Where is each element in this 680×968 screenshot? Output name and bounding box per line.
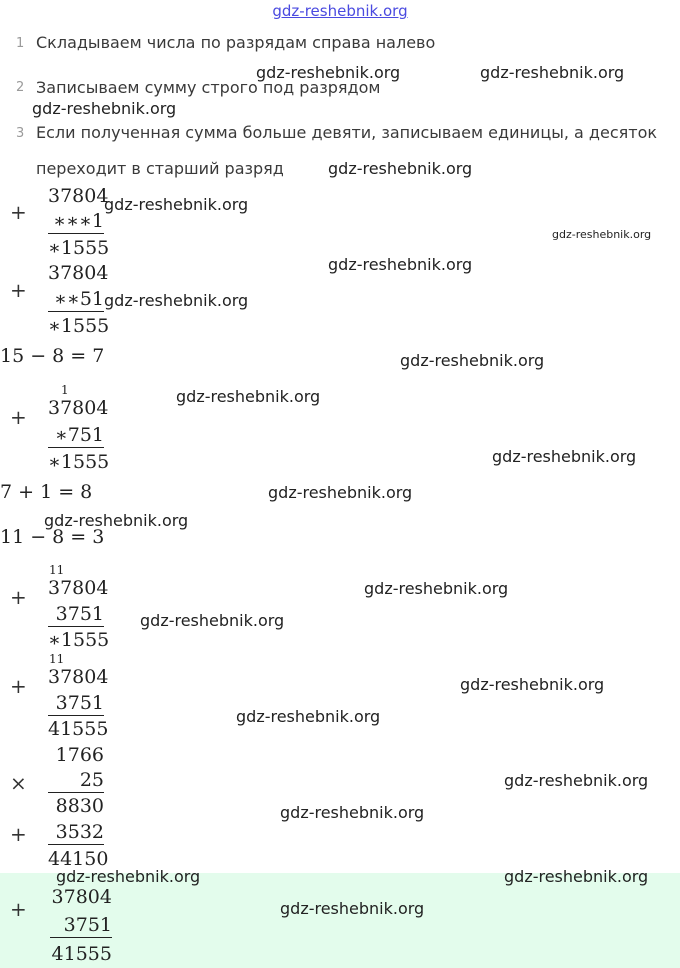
watermark: gdz-reshebnik.org [140, 611, 285, 630]
add4-mid: 3751 [48, 603, 104, 627]
plus-sign: + [10, 200, 27, 224]
add4-result: ∗1555 [48, 629, 110, 651]
carry-digit: 1 [61, 383, 69, 397]
watermark: gdz-reshebnik.org [104, 291, 249, 310]
add5-result: 41555 [48, 718, 109, 740]
mult-total: 44150 [48, 848, 109, 870]
watermark: gdz-reshebnik.org [328, 255, 473, 274]
mult-factor-a: 1766 [55, 744, 104, 766]
equation-3: 11 − 8 = 3 [0, 526, 105, 548]
add2-top: 37804 [48, 262, 109, 284]
site-header-link[interactable]: gdz-reshebnik.org [272, 2, 408, 20]
watermark: gdz-reshebnik.org [552, 228, 652, 241]
add2-mid: ∗∗51 [48, 288, 104, 312]
plus-sign: + [10, 674, 27, 698]
add1-result: ∗1555 [48, 237, 110, 259]
step-1-number: 1 [16, 36, 25, 51]
watermark: gdz-reshebnik.org [460, 675, 605, 694]
step-3-number: 3 [16, 126, 25, 141]
plus-sign: + [10, 278, 27, 302]
plus-sign: + [10, 405, 27, 429]
plus-sign: + [10, 822, 27, 846]
watermark: gdz-reshebnik.org [492, 447, 637, 466]
final-mid: 3751 [50, 914, 112, 938]
add3-top: 37804 [48, 397, 109, 419]
watermark: gdz-reshebnik.org [280, 899, 425, 918]
watermark: gdz-reshebnik.org [504, 867, 649, 886]
add4-top: 37804 [48, 577, 109, 599]
watermark: gdz-reshebnik.org [328, 159, 473, 178]
add3-mid: ∗751 [48, 424, 104, 448]
watermark: gdz-reshebnik.org [400, 351, 545, 370]
watermark: gdz-reshebnik.org [32, 99, 177, 118]
add1-mid: ∗∗∗1 [48, 210, 104, 234]
watermark: gdz-reshebnik.org [256, 63, 401, 82]
times-sign: × [10, 771, 27, 795]
plus-sign: + [10, 585, 27, 609]
mult-partial-2: 3532 [48, 821, 104, 845]
watermark: gdz-reshebnik.org [56, 867, 201, 886]
mult-factor-b: 25 [48, 769, 104, 793]
watermark: gdz-reshebnik.org [104, 195, 249, 214]
step-1-text: Складываем числа по разрядам справа налево [36, 33, 436, 52]
add2-result: ∗1555 [48, 315, 110, 337]
step-3-text-line2: переходит в старший разряд [36, 159, 284, 178]
equation-2: 7 + 1 = 8 [0, 481, 93, 503]
watermark: gdz-reshebnik.org [504, 771, 649, 790]
watermark: gdz-reshebnik.org [236, 707, 381, 726]
watermark: gdz-reshebnik.org [480, 63, 625, 82]
step-2-number: 2 [16, 80, 25, 95]
carry-digits: 11 [49, 563, 65, 577]
watermark: gdz-reshebnik.org [268, 483, 413, 502]
mult-partial-1: 8830 [55, 795, 104, 817]
watermark: gdz-reshebnik.org [176, 387, 321, 406]
step-3-text-line1: Если полученная сумма больше девяти, записываем единицы, а десяток [36, 123, 658, 142]
step-2-text: Записываем сумму строго под разрядом [36, 78, 381, 97]
add1-top: 37804 [48, 185, 109, 207]
watermark: gdz-reshebnik.org [280, 803, 425, 822]
add3-result: ∗1555 [48, 451, 110, 473]
final-result: 41555 [51, 943, 112, 965]
watermark: gdz-reshebnik.org [44, 511, 189, 530]
watermark: gdz-reshebnik.org [364, 579, 509, 598]
plus-sign: + [10, 897, 27, 921]
add5-top: 37804 [48, 666, 109, 688]
carry-digits: 11 [49, 652, 65, 666]
equation-1: 15 − 8 = 7 [0, 345, 105, 367]
final-top: 37804 [51, 886, 112, 908]
add5-mid: 3751 [48, 692, 104, 716]
